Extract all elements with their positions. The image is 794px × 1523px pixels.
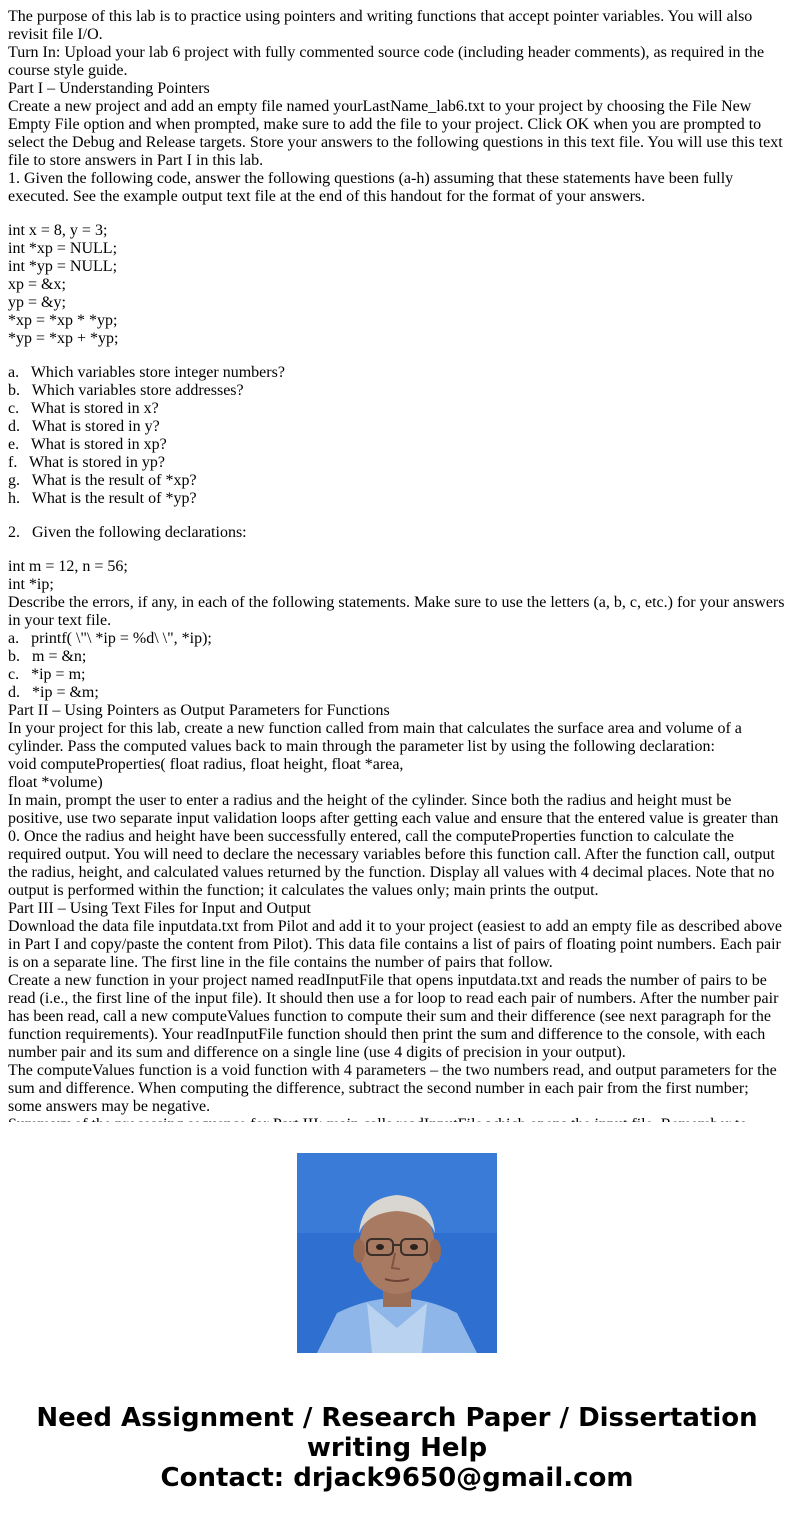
code-line: yp = &y; <box>8 294 66 311</box>
turn-in-paragraph: Turn In: Upload your lab 6 project with fully commented source code (including header comments), as required in the course style guide. <box>8 44 765 79</box>
avatar <box>297 1153 497 1353</box>
code-line: int *xp = NULL; <box>8 240 118 257</box>
part1-instructions: Create a new project and add an empty file named yourLastName_lab6.txt to your project by choosing the File New Empty File option and when prompted, make sure to add the file to your project. Click OK when you are prompted to select the Debug and Release targets. Store your answers to the following questions in this text file. You will use this text file to store answers in Part I in this lab. <box>8 98 783 169</box>
question-1-item: e. What is stored in xp? <box>8 436 167 453</box>
assignment-document <box>8 8 786 1122</box>
question-2-item: b. m = &n; <box>8 648 87 665</box>
question-2: 2. Given the following declarations: <box>8 524 247 541</box>
part2-paragraph: In main, prompt the user to enter a radius and the height of the cylinder. Since both the radius and height must be positive, use two separate input validation loops after getting each value and ensure that the entered value is greater than 0. Once the radius and height have been successfully entered, call the computeProperties function to calculate the required output. You will need to declare the necessary variables before this function call. After the function call, output the radius, height, and calculated values returned by the function. Display all values with 4 decimal places. Note that no output is performed within the function; it calculates the values only; main prints the output. <box>8 792 779 899</box>
part3-paragraph: Download the data file inputdata.txt from Pilot and add it to your project (easiest to add an empty file as described above in Part I and copy/paste the content from Pilot). This data file contains a list of pairs of floating point numbers. Each pair is on a separate line. The first line in the file contains the number of pairs that follow. <box>8 918 782 971</box>
cta-line: writing Help <box>306 1433 488 1463</box>
question-1: 1. Given the following code, answer the following questions (a-h) assuming that these statements have been fully executed. See the example output text file at the end of this handout for the format of your answers. <box>8 170 734 205</box>
cta-line: Need Assignment / Research Paper / Dissertation <box>36 1403 758 1433</box>
part2-heading: Part II – Using Pointers as Output Parameters for Functions <box>8 702 390 719</box>
contact-banner <box>0 1403 794 1493</box>
question-1-item: c. What is stored in x? <box>8 400 159 417</box>
code-line: *xp = *xp * *yp; <box>8 312 118 329</box>
part1-heading: Part I – Understanding Pointers <box>8 80 210 97</box>
question-1-item: g. What is the result of *xp? <box>8 472 197 489</box>
question-1-item: h. What is the result of *yp? <box>8 490 197 507</box>
code-line: int m = 12, n = 56; <box>8 558 128 575</box>
question-2-item: a. printf( \"\ *ip = %d\ \", *ip); <box>8 630 212 647</box>
question-1-item: b. Which variables store addresses? <box>8 382 244 399</box>
code-line: int *ip; <box>8 576 54 593</box>
part2-paragraph: In your project for this lab, create a new function called from main that calculates the surface area and volume of a cylinder. Pass the computed values back to main through the parameter list by using the following declaration: <box>8 720 742 755</box>
question-1-item: f. What is stored in yp? <box>8 454 166 471</box>
person-portrait <box>297 1153 497 1353</box>
question-1-item: a. Which variables store integer numbers? <box>8 364 285 381</box>
promo-banner <box>0 1122 794 1523</box>
part3-paragraph: The computeValues function is a void function with 4 parameters – the two numbers read, and output parameters for the sum and difference. When computing the difference, subtract the second number in each pair from the first number; some answers may be negative. <box>8 1062 777 1115</box>
code-line: xp = &x; <box>8 276 66 293</box>
question-2-item: c. *ip = m; <box>8 666 86 683</box>
intro-paragraph: The purpose of this lab is to practice using pointers and writing functions that accept pointer variables. You will also revisit file I/O. <box>8 8 753 43</box>
function-declaration: float *volume) <box>8 774 103 791</box>
question-1-item: d. What is stored in y? <box>8 418 160 435</box>
function-declaration: void computeProperties( float radius, float height, float *area, <box>8 756 404 773</box>
code-line: int *yp = NULL; <box>8 258 118 275</box>
contact-email: Contact: drjack9650@gmail.com <box>160 1463 634 1493</box>
question-2-item: d. *ip = &m; <box>8 684 99 701</box>
code-line: *yp = *xp + *yp; <box>8 330 119 347</box>
part3-paragraph: Create a new function in your project named readInputFile that opens inputdata.txt and reads the number of pairs to be read (i.e., the first line of the input file). It should then use a for loop to read each pair of numbers. After the number pair has been read, call a new computeValues function to compute their sum and their difference (see next paragraph for the function requirements). Your readInputFile function should then print the sum and difference to the console, with each number pair and its sum and difference on a single line (use 4 digits of precision in your output). <box>8 972 779 1061</box>
question-2-instructions: Describe the errors, if any, in each of the following statements. Make sure to use the letters (a, b, c, etc.) for your answers in your text file. <box>8 594 785 629</box>
code-line: int x = 8, y = 3; <box>8 222 108 239</box>
part3-heading: Part III – Using Text Files for Input and Output <box>8 900 311 917</box>
